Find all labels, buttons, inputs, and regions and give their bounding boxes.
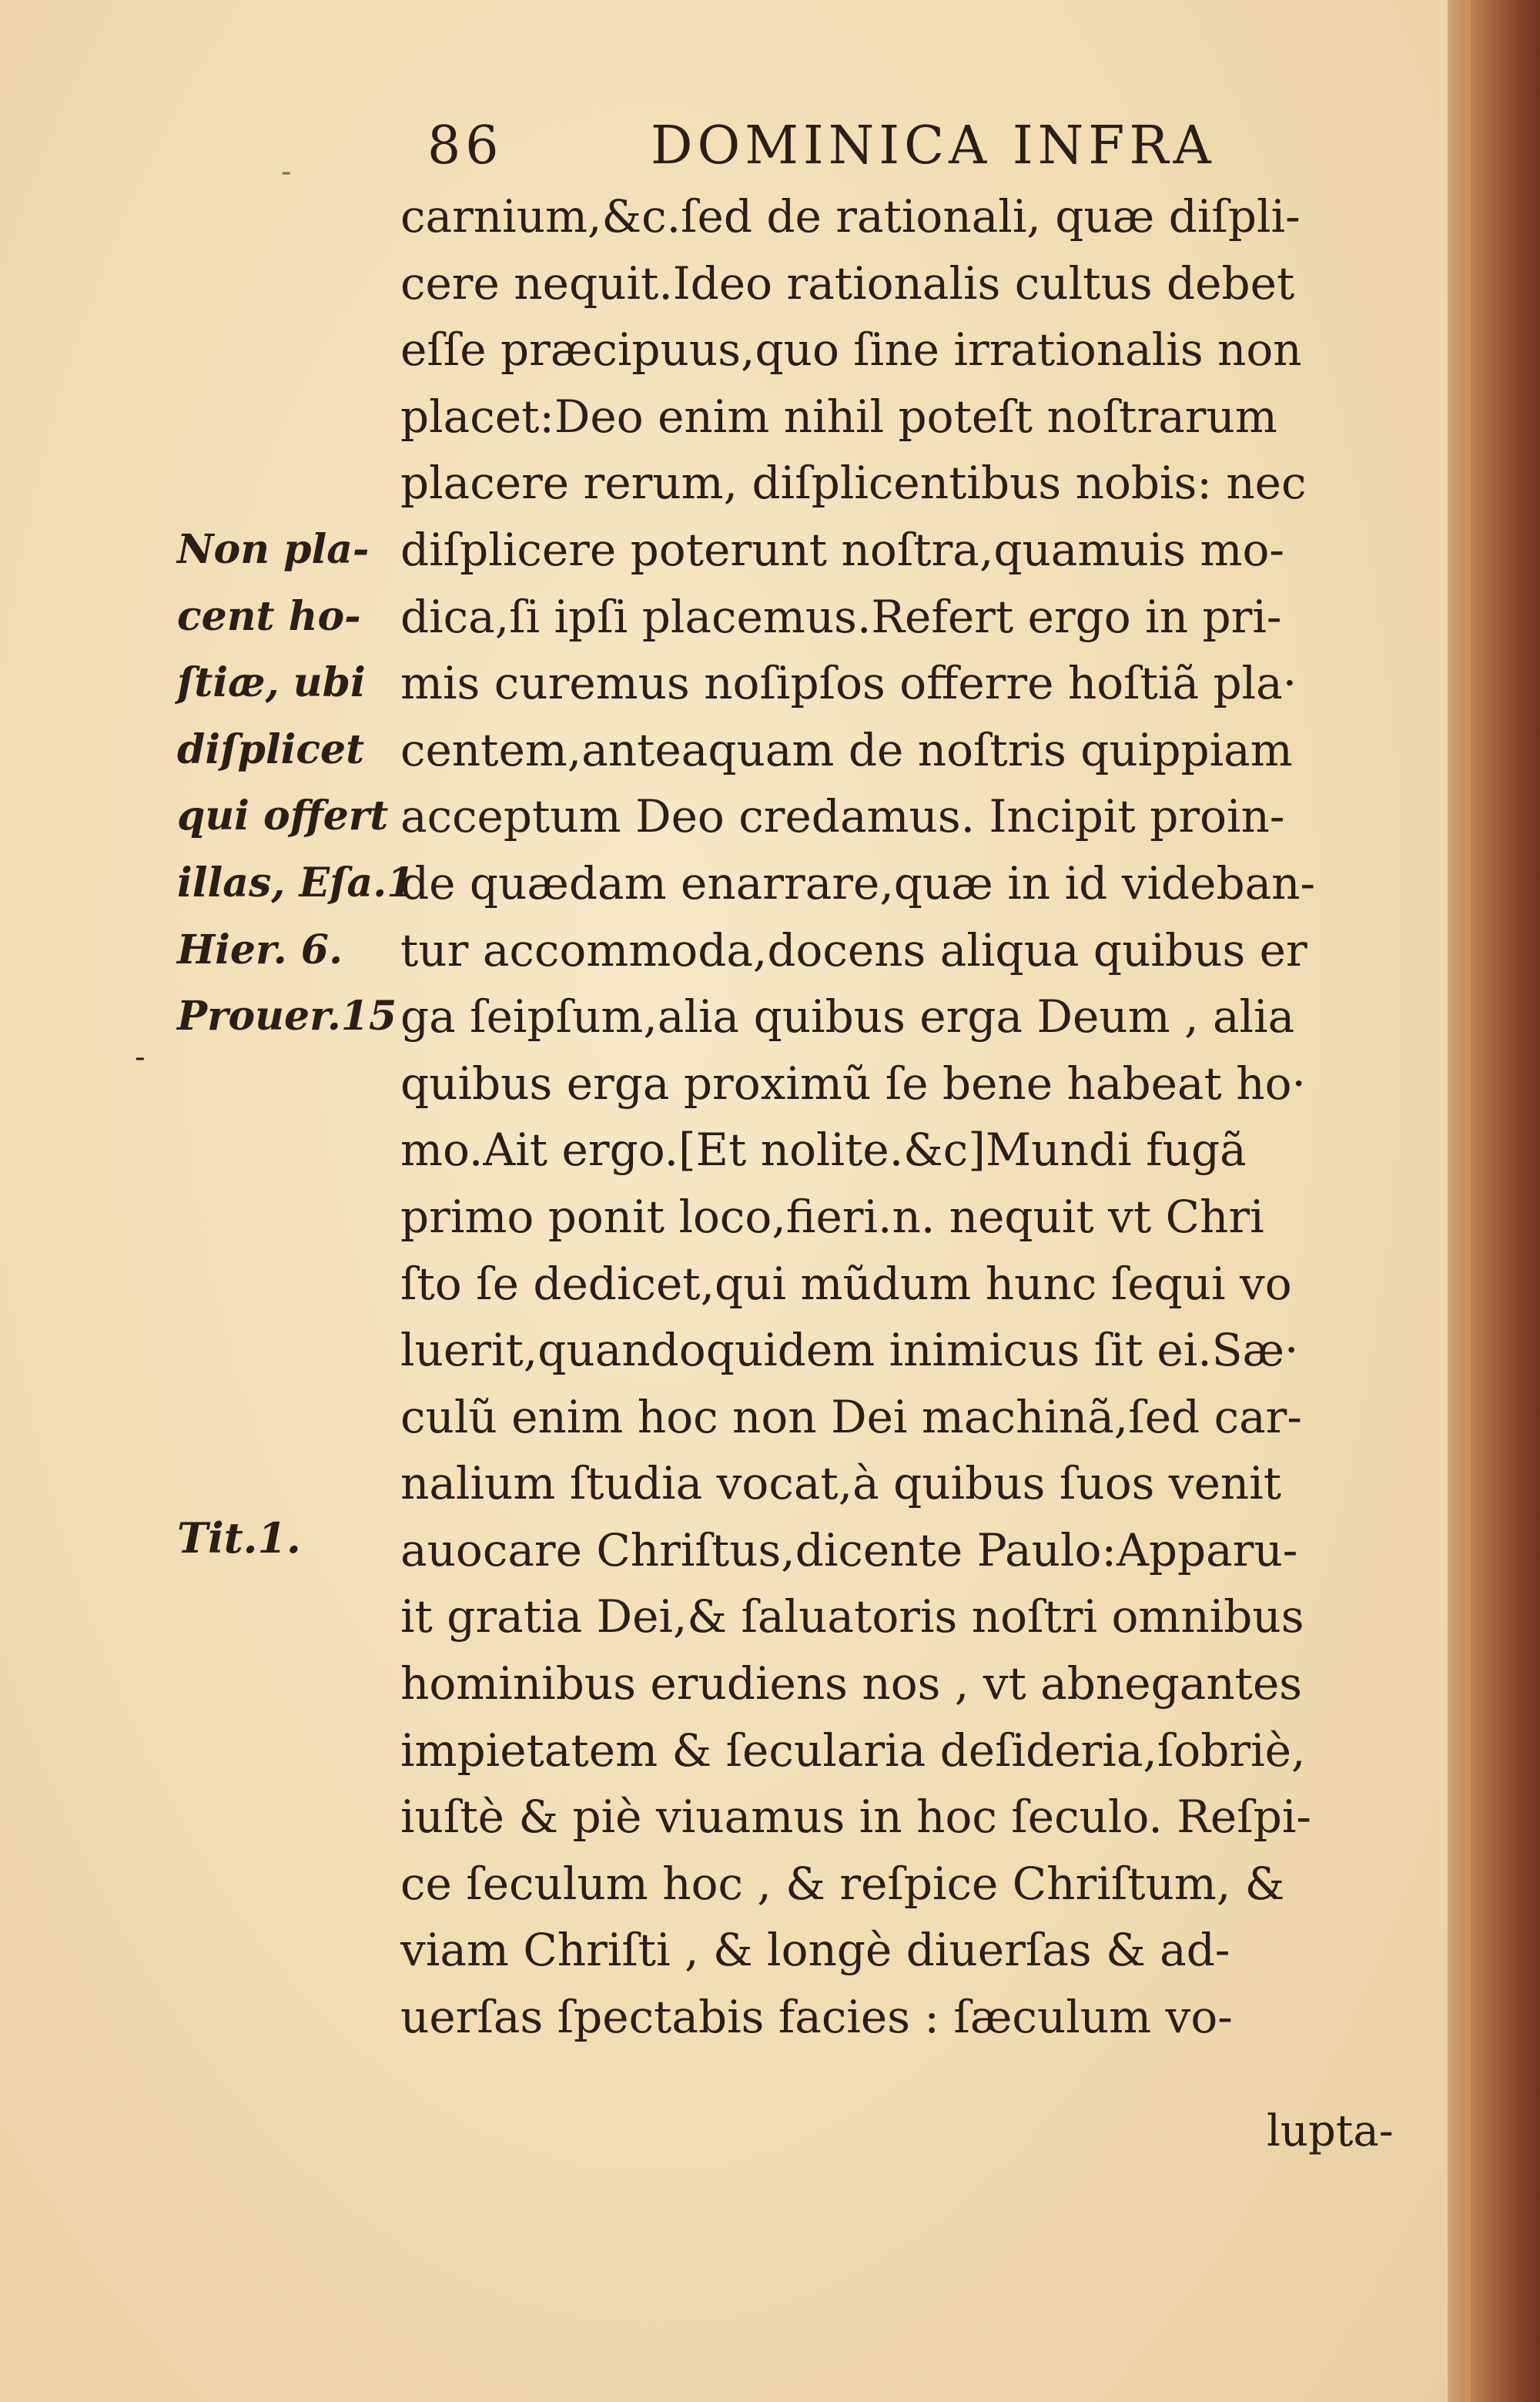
margin-note: Hier. 6. <box>177 926 343 973</box>
text-line: primo ponit loco,fieri.n. nequit vt Chri <box>400 1190 1264 1243</box>
text-line: diſplicere poterunt noſtra,quamuis mo- <box>400 523 1284 576</box>
catchword: lupta- <box>1267 2106 1394 2156</box>
text-line: cere nequit.Ideo rationalis cultus debet <box>400 256 1295 310</box>
margin-dash-mark: - <box>135 1040 146 1075</box>
text-line: ga ſeipſum,alia quibus erga Deum , alia <box>400 990 1295 1044</box>
margin-note-tit: Tit.1. <box>177 1513 301 1563</box>
margin-note: Prouer.15 <box>177 993 397 1040</box>
text-line: carnium,&c.ſed de rationali, quæ diſpli- <box>400 190 1301 243</box>
text-line: viam Chriſti , & longè diuerſas & ad- <box>400 1924 1230 1977</box>
text-line: iuſtè & piè viuamus in hoc ſeculo. Reſpi- <box>400 1791 1311 1844</box>
text-line: nalium ſtudia vocat,à quibus ſuos venit <box>400 1457 1282 1510</box>
text-line: tur accommoda,docens aliqua quibus er <box>400 923 1307 977</box>
text-line: it gratia Dei,& ſaluatoris noſtri omnibus <box>400 1590 1304 1643</box>
text-line: de quædam enarrare,quæ in id videban- <box>400 856 1316 910</box>
book-gutter <box>1448 0 1540 2402</box>
text-line: auocare Chriſtus,dicente Paulo:Apparu- <box>400 1523 1298 1576</box>
margin-note: ſtiæ, ubi <box>177 659 366 707</box>
text-line: ſto ſe dedicet,qui mũdum hunc ſequi vo <box>400 1257 1292 1310</box>
margin-note: illas, Eſa.1 <box>177 859 415 906</box>
margin-note: cent ho- <box>177 592 361 640</box>
margin-note: qui offert <box>177 792 389 840</box>
margin-notes <box>177 517 415 1050</box>
text-line-underlined: placet:Deo enim nihil poteſt noſtrarum <box>400 390 1277 443</box>
text-line: dica,ſi ipſi placemus.Refert ergo in pri- <box>400 590 1282 643</box>
text-line: acceptum Deo credamus. Incipit proin- <box>400 790 1285 843</box>
text-line: quibus erga proximũ ſe bene habeat ho· <box>400 1057 1306 1110</box>
margin-note: Non pla- <box>177 526 370 573</box>
text-line: culũ enim hoc non Dei machinã,ſed car- <box>400 1390 1302 1443</box>
text-line: eſſe præcipuus,quo ſine irrationalis non <box>400 323 1302 377</box>
ink-speck: - <box>281 154 292 189</box>
text-line: luerit,quandoquidem inimicus ſit ei.Sæ· <box>400 1324 1299 1377</box>
text-line: uerſas ſpectabis facies : ſæculum vo- <box>400 1991 1233 2044</box>
text-line: ce ſeculum hoc , & reſpice Chriſtum, & <box>400 1857 1285 1910</box>
running-title: DOMINICA INFRA <box>651 116 1216 176</box>
text-line: impietatem & ſecularia deſideria,ſobriè, <box>400 1724 1306 1777</box>
page-edge <box>1465 0 1471 2402</box>
text-line: mo.Ait ergo.[Et nolite.&c]Mundi fugã <box>400 1124 1247 1177</box>
text-line: mis curemus noſipſos offerre hoſtiã pla· <box>400 657 1297 710</box>
text-line: placere rerum, diſplicentibus nobis: nec <box>400 457 1307 510</box>
page-header <box>427 116 1428 185</box>
main-text-block <box>400 183 1432 2051</box>
text-line: hominibus erudiens nos , vt abnegantes <box>400 1657 1303 1710</box>
page-number: 86 <box>427 116 504 176</box>
margin-note: diſplicet <box>177 725 365 773</box>
text-line: centem,anteaquam de noſtris quippiam <box>400 723 1293 776</box>
